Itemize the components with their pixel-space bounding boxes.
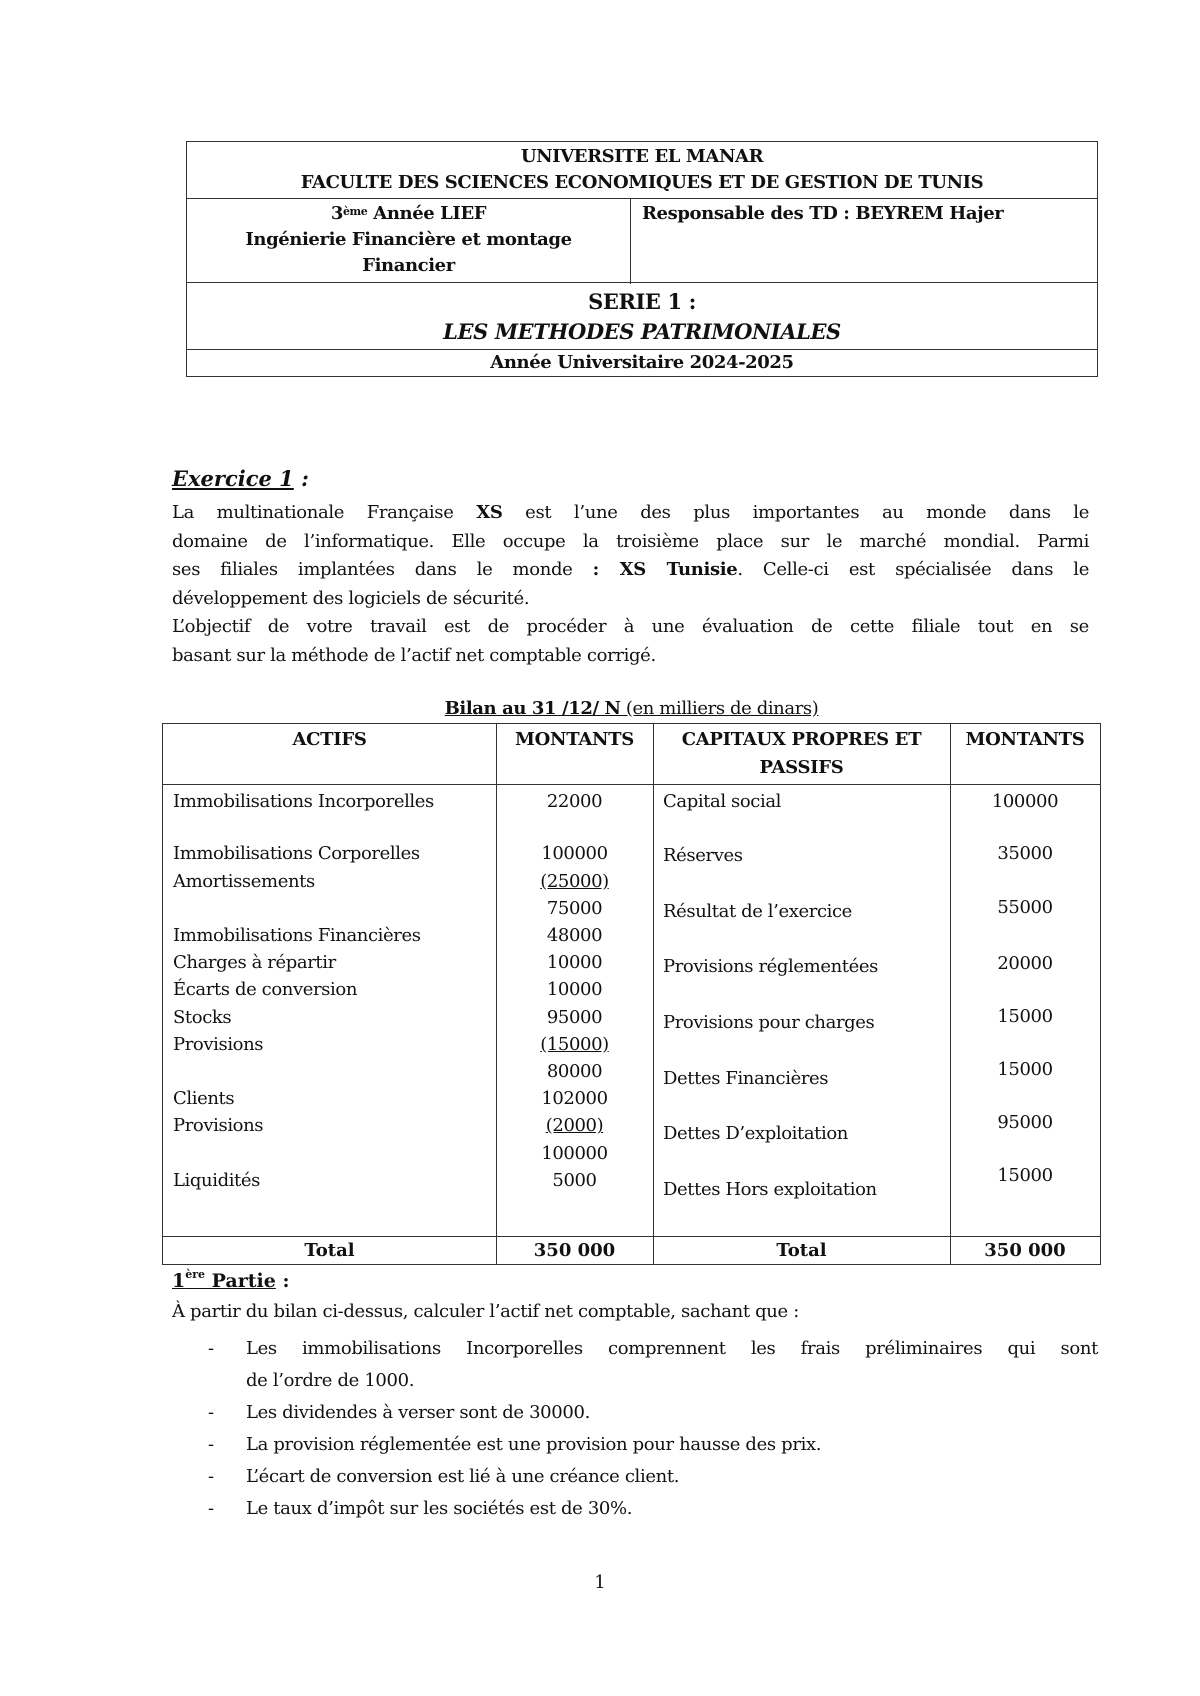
total-actifs: 350 000	[533, 1240, 616, 1261]
condition-line: L’écart de conversion est lié à une créance client.	[246, 1466, 680, 1487]
bilan-caption-title: Bilan au 31 /12/ N	[444, 698, 621, 719]
actif-amount-value: 95000	[546, 1006, 603, 1028]
passif-amount: 100000	[991, 791, 1059, 812]
actif-label: Liquidités	[173, 1169, 260, 1191]
series-title: LES METHODES PATRIMONIALES	[443, 319, 841, 344]
actif-amount-value: 80000	[546, 1061, 603, 1082]
passif-amount: 15000	[997, 1059, 1053, 1080]
condition-line: de l’ordre de 1000.	[246, 1370, 415, 1391]
university-name: UNIVERSITE EL MANAR	[520, 146, 764, 167]
actif-label: Charges à répartir	[173, 952, 336, 974]
actif-amount	[496, 922, 653, 950]
bullet-dash: -	[208, 1402, 214, 1423]
part1-rest: Partie	[205, 1270, 276, 1292]
text-run: La multinationale Française	[172, 502, 477, 523]
col-header-passifs: CAPITAUX PROPRES ET PASSIFS	[681, 729, 922, 778]
text-run: ses filiales implantées dans le monde	[172, 559, 593, 580]
column-divider	[653, 724, 654, 1264]
actif-label: Écarts de conversion	[173, 979, 358, 1001]
passif-label: Provisions réglementées	[663, 956, 878, 977]
company-name: XS	[476, 502, 503, 523]
actif-label: Immobilisations Corporelles	[173, 843, 420, 865]
paragraph-line: basant sur la méthode de l’actif net comptable corrigé.	[172, 644, 656, 666]
actif-amount-value: 10000	[546, 952, 603, 974]
header-row-series	[187, 283, 1097, 350]
td-responsible: Responsable des TD : BEYREM Hajer	[642, 203, 1004, 224]
actif-amount	[496, 976, 653, 1004]
condition-line: Les dividendes à verser sont de 30000.	[246, 1402, 590, 1423]
actif-label: Amortissements	[173, 870, 315, 892]
condition-text	[246, 1333, 1098, 1397]
total-label-actifs: Total	[304, 1240, 355, 1261]
actif-label: Clients	[173, 1088, 235, 1110]
bilan-caption-unit: (en milliers de dinars)	[620, 698, 819, 719]
text-run: est l’une des plus importantes au monde dans le	[502, 502, 1089, 523]
year-level	[187, 201, 630, 227]
part1-number: 1	[172, 1270, 186, 1292]
exercise-title-text: Exercice 1	[172, 466, 294, 491]
series-number: SERIE 1 :	[588, 289, 696, 314]
actif-amount-value: (2000)	[545, 1115, 604, 1137]
paragraph-line: domaine de l’informatique. Elle occupe la troisième place sur le marché mondial. Parmi	[172, 530, 1089, 552]
paragraph-line	[172, 499, 1089, 528]
text-run: . Celle-ci est spécialisée dans le	[737, 559, 1089, 580]
condition-text	[246, 1461, 1098, 1493]
actif-label: Immobilisations Financières	[173, 925, 421, 946]
passif-label: Résultat de l’exercice	[663, 901, 852, 922]
header-divider	[163, 784, 1100, 785]
bullet-dash: -	[208, 1498, 214, 1519]
actif-amount-value: 22000	[546, 791, 603, 812]
actif-amount	[496, 1058, 653, 1086]
bullet-dash: -	[208, 1434, 214, 1455]
actif-amount-value: 100000	[541, 843, 608, 865]
part1-ordinal: ère	[185, 1268, 206, 1281]
actif-amount	[496, 868, 653, 896]
actif-label: Immobilisations Incorporelles	[173, 791, 434, 812]
col-header-montants-actifs: MONTANTS	[515, 729, 634, 750]
passif-label: Capital social	[663, 791, 782, 812]
actif-amount-value: 100000	[541, 1142, 608, 1164]
header-table	[186, 141, 1098, 377]
header-row-year	[187, 350, 1097, 377]
actif-amount-value: 10000	[546, 979, 603, 1001]
balance-sheet-table	[162, 723, 1101, 1265]
passif-label: Provisions pour charges	[663, 1012, 875, 1033]
actif-label: Stocks	[173, 1006, 232, 1028]
total-divider	[163, 1236, 1100, 1237]
actif-amount	[496, 1167, 653, 1195]
actif-amount-value: 5000	[552, 1169, 597, 1191]
bilan-caption	[162, 698, 1101, 719]
part1-title	[172, 1270, 289, 1292]
condition-text	[246, 1493, 1098, 1525]
actif-amount-value: 48000	[546, 925, 603, 946]
course-name-line1: Ingénierie Financière et montage	[245, 229, 572, 250]
actif-amount	[496, 1004, 653, 1032]
total-label-passifs: Total	[776, 1240, 827, 1261]
passif-amount: 15000	[997, 1165, 1053, 1186]
year-number: 3	[330, 203, 343, 224]
condition-text	[246, 1397, 1098, 1429]
passif-amount: 20000	[997, 953, 1053, 974]
actif-amount	[496, 1031, 653, 1059]
exercise-title	[172, 466, 309, 491]
condition-line: Le taux d’impôt sur les sociétés est de 30%.	[246, 1498, 633, 1519]
actif-amount	[496, 1140, 653, 1168]
total-passifs: 350 000	[984, 1240, 1066, 1261]
actif-amount-value: 102000	[541, 1088, 608, 1110]
condition-text	[246, 1429, 1098, 1461]
passif-label: Dettes D’exploitation	[663, 1123, 848, 1144]
passif-amount: 15000	[997, 1006, 1053, 1027]
header-row-institution	[187, 142, 1097, 199]
year-ordinal: ème	[342, 205, 368, 218]
year-rest: Année LIEF	[367, 203, 487, 224]
passif-amount: 95000	[997, 1112, 1053, 1133]
passif-amount: 35000	[997, 843, 1053, 864]
page-number: 1	[594, 1572, 606, 1593]
part1-title-text	[172, 1270, 276, 1292]
col-header-actifs: ACTIFS	[292, 729, 367, 750]
actif-label: Provisions	[173, 1115, 264, 1137]
header-row-course	[187, 199, 1097, 283]
passif-label: Dettes Financières	[663, 1068, 829, 1089]
actif-amount-value: (25000)	[540, 870, 609, 892]
actif-amount	[496, 788, 653, 816]
exercise-title-suffix: :	[293, 466, 309, 491]
course-name-line2: Financier	[362, 255, 455, 276]
passif-label: Dettes Hors exploitation	[663, 1179, 877, 1200]
part1-suffix: :	[275, 1270, 290, 1292]
actif-amount	[496, 949, 653, 977]
bullet-dash: -	[208, 1466, 214, 1487]
paragraph-line	[172, 556, 1089, 585]
paragraph-line: développement des logiciels de sécurité.	[172, 587, 530, 609]
actif-amount-value: 75000	[546, 897, 603, 919]
col-header-montants-passifs: MONTANTS	[965, 729, 1085, 750]
faculty-name: FACULTE DES SCIENCES ECONOMIQUES ET DE GESTION DE TUNIS	[300, 172, 984, 193]
paragraph-line: L’objectif de votre travail est de procéder à une évaluation de cette filiale tout en se	[172, 616, 1089, 637]
course-cell	[187, 199, 631, 284]
actif-amount-value: (15000)	[540, 1033, 609, 1055]
part1-intro: À partir du bilan ci-dessus, calculer l’actif net comptable, sachant que :	[172, 1301, 799, 1322]
actif-amount	[496, 1085, 653, 1113]
exercise-paragraph-1	[172, 499, 1089, 670]
actif-amount	[496, 895, 653, 923]
bullet-dash: -	[208, 1338, 214, 1359]
actif-amount	[496, 1112, 653, 1140]
condition-line: Les immobilisations Incorporelles comprennent les frais préliminaires qui sont	[246, 1338, 1098, 1359]
passif-label: Réserves	[663, 845, 743, 866]
subsidiary-name: : XS Tunisie	[592, 559, 738, 580]
actif-amount	[496, 840, 653, 868]
passif-amount: 55000	[997, 897, 1053, 918]
condition-line: La provision réglementée est une provision pour hausse des prix.	[246, 1434, 822, 1455]
academic-year: Année Universitaire 2024-2025	[490, 352, 794, 373]
actif-label: Provisions	[173, 1033, 264, 1055]
